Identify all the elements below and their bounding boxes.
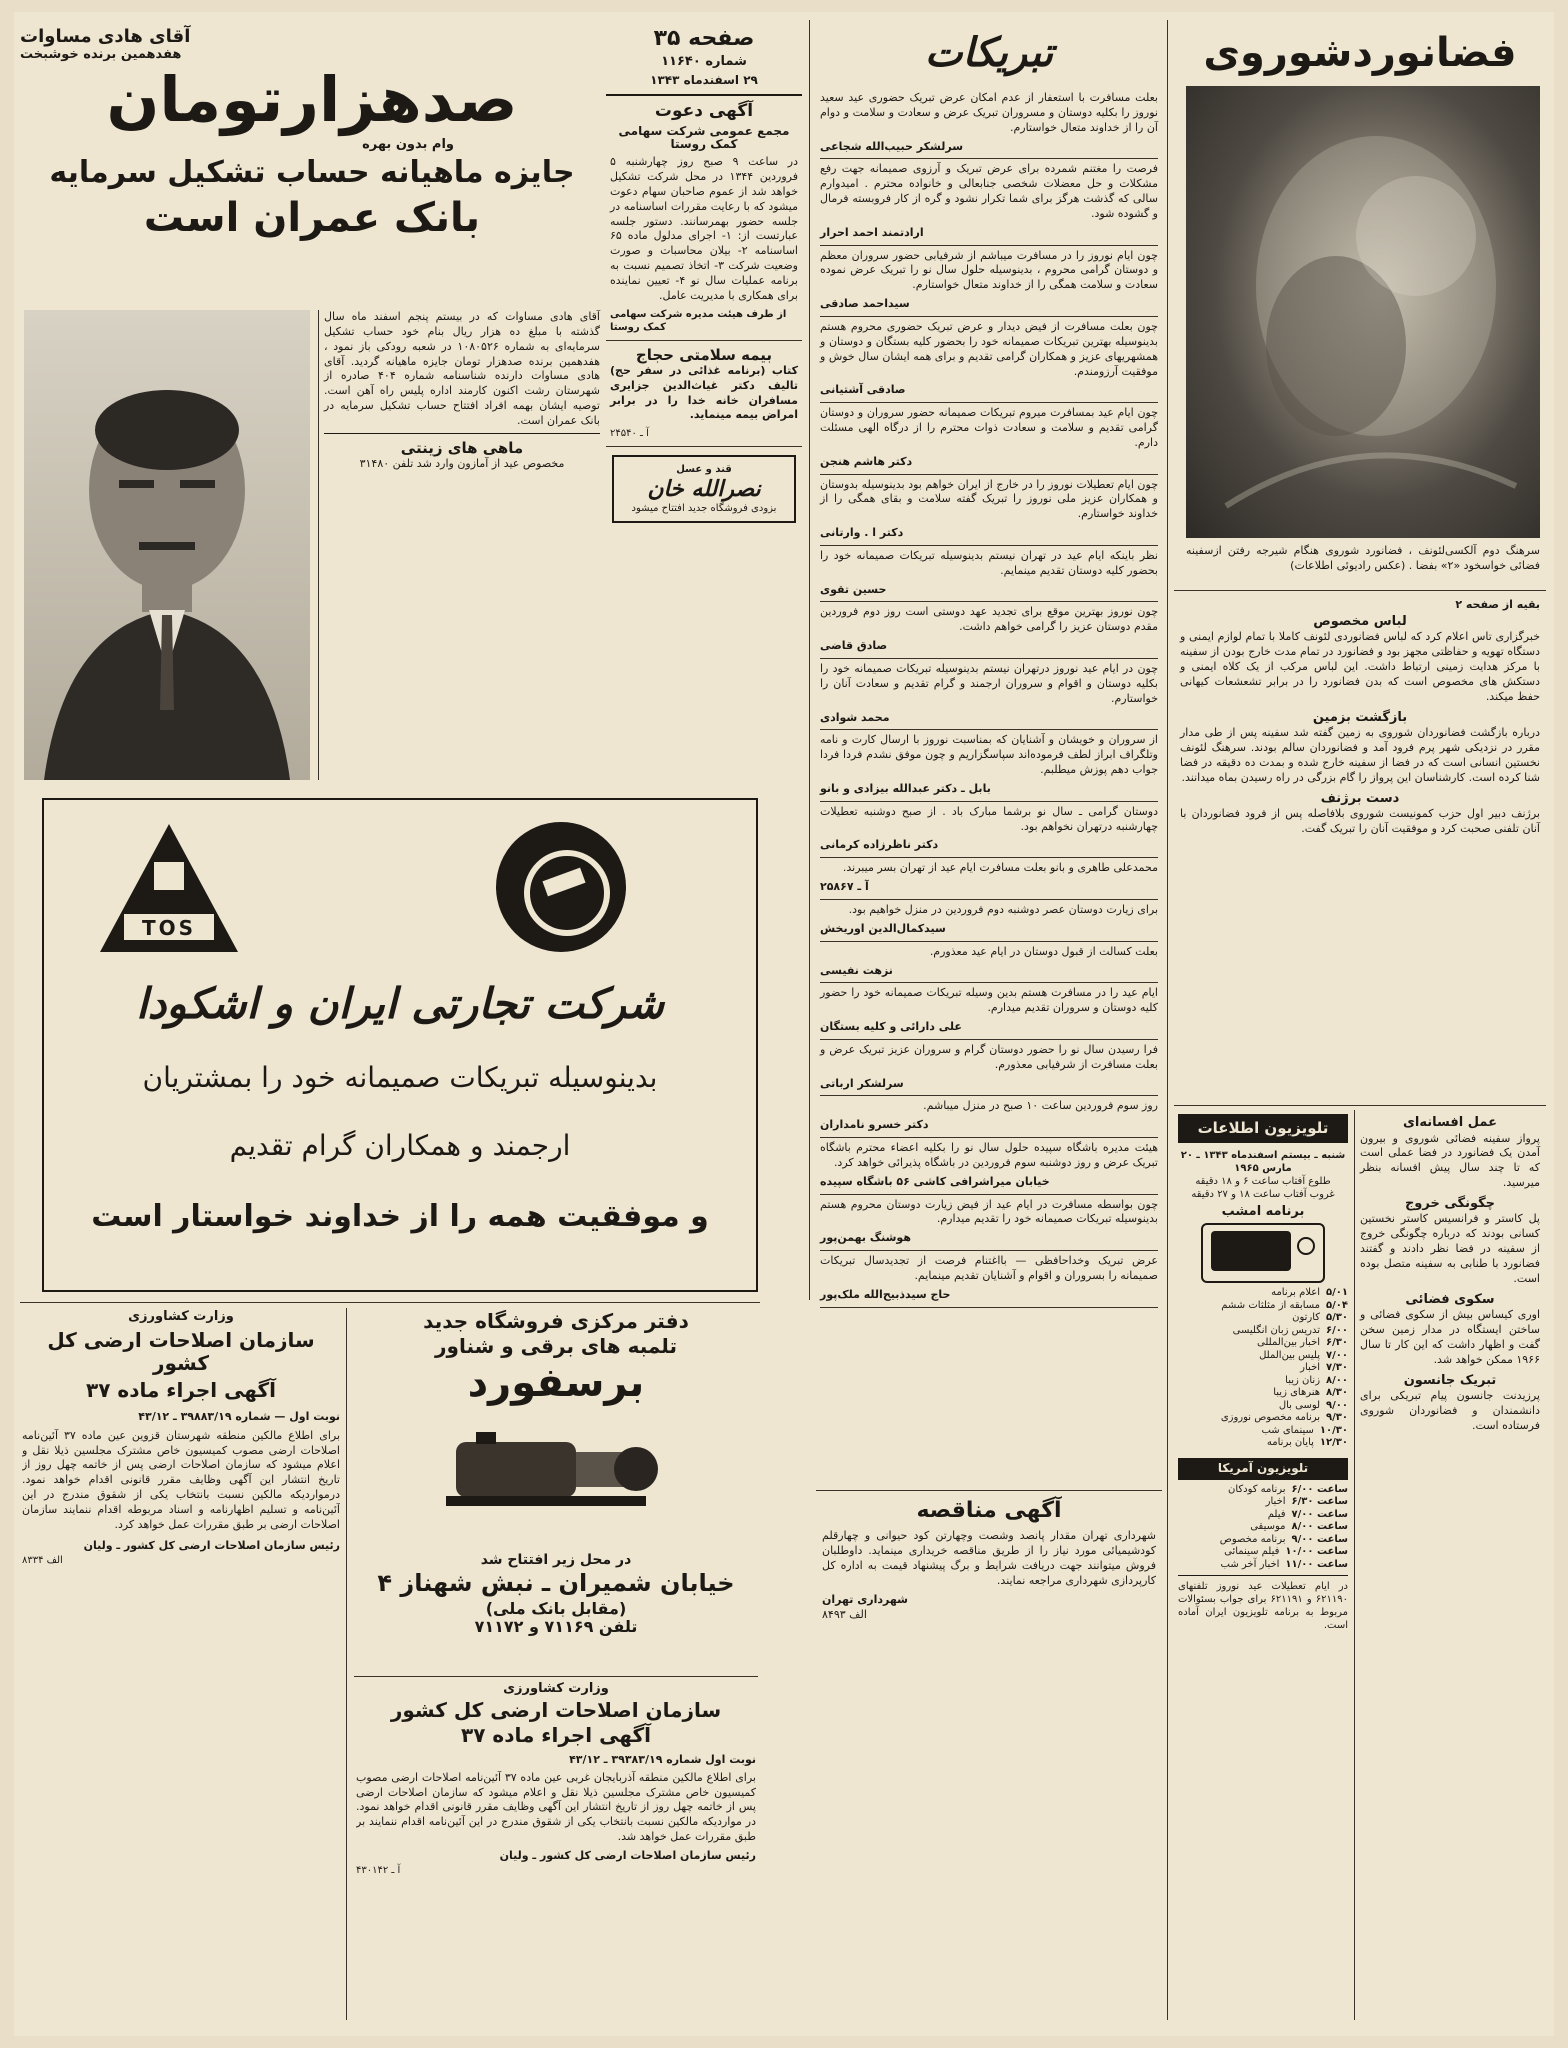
tv-show: اخبار آخر شب bbox=[1220, 1558, 1280, 1570]
tv-show: اخبار bbox=[1265, 1496, 1286, 1508]
tv-schedule-row bbox=[1178, 1437, 1348, 1450]
tv-show: زنان زیبا bbox=[1285, 1374, 1321, 1386]
skoda-line3: و موفقیت همه را از خداوند خواستار است bbox=[91, 1199, 709, 1234]
greeting-entry bbox=[820, 317, 1158, 403]
tv-show: موسیقی bbox=[1250, 1521, 1286, 1533]
tv-schedule-row bbox=[1178, 1300, 1348, 1313]
hajj-title: بیمه سلامتی حجاج bbox=[635, 345, 773, 364]
body-return: درباره بازگشت فضانوردان شوروی به زمین گفته شد سفینه پس از طی مدار مقرر در نزدیکی شهر پرم فرود آمد و فضانوردان سالم بودند. سرهنگ لئونف نخستین انسانی است که در فضا از سفینه خارج شده و بمدت ده دقیقه در فضا شنا کرده است. کارشناسان این پرواز را گام بزرگی در راه رسیدن بماه میدانند. bbox=[1180, 726, 1540, 784]
tv-time: ساعت ۱۰/۰۰ bbox=[1285, 1546, 1348, 1558]
tender-title: آگهی مناقصه bbox=[916, 1498, 1062, 1523]
pump-line2: تلمبه های برقی و شناور bbox=[435, 1334, 677, 1358]
tv-time: ۸/۳۰ bbox=[1326, 1387, 1348, 1399]
tv-schedule-row bbox=[1178, 1337, 1348, 1350]
greeting-text: هیئت مدیره باشگاه سپیده حلول سال نو را بکلیه اعضاء محترم باشگاه تبریک عرض و روز دوشنبه سوم فروردین در باشگاه پذیرائی خواهد کرد. bbox=[820, 1141, 1158, 1169]
tv-schedule-row bbox=[1178, 1387, 1348, 1400]
greeting-entry bbox=[820, 659, 1158, 730]
subhead-suit: لباس مخصوص bbox=[1313, 613, 1407, 629]
tv-set-icon bbox=[1201, 1223, 1325, 1283]
winner-portrait bbox=[24, 310, 310, 780]
tv-guide bbox=[1178, 1114, 1348, 1632]
bakery-tagline: بزودی فروشگاه جدید افتتاح میشود bbox=[631, 503, 777, 515]
greeting-text: چون بعلت مسافرت از فیض دیدار و عرض تبریک حضوری محروم هستم بدینوسیله بهترین تبریکات صمیمانه خود را بحضور کلیه بستگان و دوستان و همشهریهای عزیز و همکاران گرامی تقدیم و برای همه ایشان سال خوش و موفقیت آرزومندم. bbox=[820, 319, 1158, 378]
lr1-title: آگهی اجراء ماده ۳۷ bbox=[86, 1377, 276, 1402]
invitation-sign: از طرف هیئت مدیره شرکت سهامی کمک روستا bbox=[610, 308, 787, 333]
tv-show: برنامه کودکان bbox=[1227, 1483, 1286, 1495]
greeting-entry bbox=[820, 159, 1158, 245]
body-exit: پل کاستر و فرانسیس کاستر نخستین کسانی بودند که درباره چگونگی خروج از سفینه در فضا نظر دادند و گفتند فضانورد با طنابی به سفینه متصل بوده است. bbox=[1360, 1212, 1540, 1285]
lr2-org: سازمان اصلاحات ارضی کل کشور bbox=[390, 1697, 722, 1722]
bank-body: آقای هادی مساوات که در بیستم پنجم اسفند ماه سال گذشته با مبلغ ده هزار ریال بنام خود حساب تشکیل سرمایه‌ای به شماره ۱۰۸۰۵۲۶ در شعبه رودکی باز نمود ، هفدهمین برنده صدهزار تومان جایزه ماهیانه گردید. آقای هادی مساوات دارنده شناسنامه شماره ۴۰۴ صادره از شهرستان رشت اکنون کارمند اداره پلیس راه آهن است. توصیه ایشان بهمه افراد افتتاح حساب تشکیل سرمایه در بانک عمران است. bbox=[324, 310, 601, 427]
greeting-sign: سیدکمال‌الدین اوریخش bbox=[820, 921, 946, 935]
greeting-sign: حسین تقوی bbox=[820, 582, 887, 596]
tv-sunrise: طلوع آفتاب ساعت ۶ و ۱۸ دقیقه bbox=[1195, 1176, 1331, 1188]
tv-schedule-row bbox=[1178, 1534, 1348, 1547]
bank-subkicker: هفدهمین برنده خوشبخت bbox=[20, 47, 182, 62]
tv-show: برنامه مخصوص bbox=[1219, 1533, 1286, 1545]
greeting-sign: دکتر ناظرزاده کرمانی bbox=[820, 838, 939, 852]
tv-time: ۹/۰۰ bbox=[1326, 1399, 1348, 1411]
tender-number: الف ۸۴۹۳ bbox=[822, 1607, 867, 1621]
tv-schedule-row bbox=[1178, 1362, 1348, 1375]
lr1-code: الف ۸۳۳۴ bbox=[22, 1554, 63, 1566]
greeting-text: ایام عید را در مسافرت هستم بدین وسیله تبریکات صمیمانه خود را حضور کلیه دوستان و سروران تقدیم میدارم. bbox=[820, 986, 1158, 1015]
subhead-legend: عمل افسانه‌ای bbox=[1403, 1115, 1497, 1130]
body-legend: پرواز سفینه فضائی شوروی و بیرون آمدن یک فضانورد در فضا عملی است که تا چند سال پیش افسانه بنظر میرسید. bbox=[1360, 1131, 1540, 1190]
tv-time: ۱۲/۳۰ bbox=[1319, 1437, 1348, 1449]
bank-ad bbox=[20, 20, 604, 790]
bank-small-line: وام بدون بهره bbox=[362, 137, 454, 153]
tv-show: لوسی بال bbox=[1278, 1399, 1321, 1411]
tv-show: هنرهای زیبا bbox=[1273, 1387, 1321, 1399]
tv-show: پایان برنامه bbox=[1266, 1437, 1314, 1449]
skoda-company: شرکت تجارتی ایران و اشکودا bbox=[135, 979, 665, 1028]
tv-show: برنامه مخصوص نوروزی bbox=[1220, 1412, 1321, 1424]
tv-schedule-row bbox=[1178, 1496, 1348, 1509]
tv-program-title: برنامه امشب bbox=[1221, 1204, 1305, 1220]
tv-time: ساعت ۶/۳۰ bbox=[1291, 1496, 1348, 1508]
greetings-title: تبریکات bbox=[924, 29, 1054, 76]
greeting-entry bbox=[820, 403, 1158, 474]
tender-notice bbox=[822, 1498, 1156, 1622]
tv-title-banner: تلویزیون اطلاعات bbox=[1178, 1114, 1348, 1143]
continued-from-label: بقیه از صفحه ۲ bbox=[1455, 598, 1540, 611]
tv-show: مسابقه از مثلثات ششم bbox=[1221, 1299, 1321, 1311]
greeting-sign: صادق قاضی bbox=[820, 639, 888, 653]
greeting-entry bbox=[820, 602, 1158, 659]
greeting-entry bbox=[820, 983, 1158, 1040]
tv-schedule-row bbox=[1178, 1325, 1348, 1338]
greeting-entry bbox=[820, 1096, 1158, 1138]
greetings-column bbox=[816, 20, 1162, 2020]
invitation-subtitle: مجمع عمومی شرکت سهامی کمک روستا bbox=[618, 123, 790, 152]
greeting-entry bbox=[820, 246, 1158, 317]
greeting-sign: محمد شوادی bbox=[820, 710, 890, 724]
pump-brand: برسفورد bbox=[467, 1360, 645, 1406]
land-reform-notice-1 bbox=[22, 1310, 340, 2020]
tos-logo bbox=[94, 818, 244, 958]
greetings-list bbox=[816, 88, 1162, 1308]
bank-kicker: آقای هادی مساوات bbox=[20, 26, 191, 47]
pump-phone: تلفن ۷۱۱۶۹ و ۷۱۱۷۲ bbox=[474, 1617, 638, 1637]
greeting-text: از سروران و خویشان و آشنایان که بمناسبت نوروز با ارسال کارت و نامه وتلگراف ابراز لطف فرموده‌اند سپاسگزاریم و چون موفق نشدم فردا فردا جواب دهم پوزش میطلبم. bbox=[820, 733, 1158, 777]
pump-line3: در محل زیر افتتاح شد bbox=[480, 1552, 632, 1568]
pump-address: خیابان شمیران ـ نبش شهناز ۴ bbox=[377, 1569, 735, 1598]
tv-show: فیلم سینمائی bbox=[1224, 1546, 1280, 1558]
greeting-sign: دکتر ا . وارتانی bbox=[820, 526, 904, 540]
lr1-ministry: وزارت کشاورزی bbox=[128, 1310, 234, 1324]
lr2-meta: نوبت اول شماره ۳۹۳۸۳/۱۹ ـ ۴۳/۱۲ bbox=[569, 1752, 756, 1766]
tender-sign: شهرداری تهران bbox=[822, 1592, 908, 1606]
subhead-brezhnev: دست برژنف bbox=[1320, 790, 1400, 806]
tv-schedule-row bbox=[1178, 1509, 1348, 1522]
center-column bbox=[606, 20, 802, 790]
greeting-entry bbox=[820, 1195, 1158, 1252]
greeting-entry bbox=[820, 942, 1158, 984]
tv-time: ساعت ۶/۰۰ bbox=[1291, 1483, 1348, 1495]
greeting-sign: نزهت نفیسی bbox=[820, 963, 893, 977]
hajj-body: کتاب (برنامه غذائی در سفر حج) تالیف دکتر غیاث‌الدین جزایری مسافران خانه خدا را در برابر امراض بیمه مینماید. bbox=[610, 363, 798, 422]
issue-date: ۲۹ اسفندماه ۱۳۴۳ bbox=[650, 73, 758, 88]
greeting-text: بعلت مسافرت با استعفار از عدم امکان عرض تبریک حضوری عید سعید نوروز را بکلیه دوستان و مسروران تبریک عرض و سعادت و سلامت و دوام آن را از خداوند متعال خواستارم. bbox=[820, 91, 1158, 134]
bank-big-headline: صدهزارتومان bbox=[106, 63, 518, 136]
lr1-org: سازمان اصلاحات ارضی کل کشور bbox=[47, 1327, 315, 1375]
tv-time: ۵/۰۱ bbox=[1326, 1287, 1348, 1299]
greeting-entry bbox=[820, 1138, 1158, 1195]
greeting-text: روز سوم فروردین ساعت ۱۰ صبح در منزل میباشم. bbox=[923, 1099, 1158, 1113]
tv-time: ۷/۰۰ bbox=[1326, 1349, 1348, 1361]
tv-time: ساعت ۹/۰۰ bbox=[1291, 1533, 1348, 1545]
tv-schedule-row bbox=[1178, 1375, 1348, 1388]
greeting-text: بعلت کسالت از قبول دوستان در ایام عید معذورم. bbox=[929, 944, 1158, 958]
greeting-sign: سرلشکر حبیب‌الله شجاعی bbox=[820, 139, 964, 153]
bank-headline-3: بانک عمران است bbox=[143, 194, 481, 241]
greeting-entry bbox=[820, 802, 1158, 859]
tender-body: شهرداری تهران مقدار پانصد وشصت وچهارتن کود حیوانی و چهارقلم کودشیمیائی مورد نیاز را از طریق مناقصه خریداری مینماید. داوطلبان فروش میتوانند جهت دریافت شرایط و برگ پیشنهاد قیمت به اداره کل کارپردازی شهرداری مراجعه نمایند. bbox=[822, 1529, 1156, 1587]
bakery-brand: نصرالله خان bbox=[647, 476, 761, 503]
spacewalk-photo bbox=[1186, 86, 1540, 538]
tv-show: فیلم bbox=[1267, 1508, 1286, 1520]
tv-schedule-row bbox=[1178, 1400, 1348, 1413]
skoda-line2: ارجمند و همکاران گرام تقدیم bbox=[229, 1129, 571, 1162]
portrait-figure-icon bbox=[24, 310, 310, 780]
greeting-entry bbox=[820, 546, 1158, 603]
greeting-sign: ارادتمند احمد احرار bbox=[820, 225, 924, 239]
photo-caption: سرهنگ دوم آلکسی‌لئونف ، فضانورد شوروی هنگام شیرجه رفتن ازسفینه فضائی خواسخود «۲» بفضا . (عکس رادیوئی اطلاعات) bbox=[1186, 544, 1540, 572]
tos-label: TOS bbox=[141, 916, 197, 940]
tv-schedule bbox=[1178, 1287, 1348, 1450]
tv-footer-note: در ایام تعطیلات عید نوروز تلفنهای ۶۲۱۱۹۰ و ۶۲۱۱۹۱ برای جواب بسئوالات مربوط به برنامه تلویزیون ایران آماده است. bbox=[1178, 1581, 1349, 1632]
skoda-logo-icon bbox=[496, 822, 626, 952]
page-label: صفحه ۳۵ bbox=[653, 26, 755, 51]
invitation-notice bbox=[606, 96, 802, 341]
lr2-code: آ ـ ۴۳۰۱۴۲ bbox=[356, 1864, 401, 1876]
subhead-exit: چگونگی خروج bbox=[1404, 1195, 1496, 1211]
pump-line1: دفتر مرکزی فروشگاه جدید bbox=[423, 1310, 689, 1333]
tv-show: تدریس زبان انگلیسی bbox=[1232, 1324, 1321, 1336]
tv-show: پلیس بین‌الملل bbox=[1259, 1349, 1321, 1361]
tv-time: ۸/۰۰ bbox=[1326, 1374, 1348, 1386]
greeting-entry bbox=[820, 1040, 1158, 1097]
tv-schedule-row bbox=[1178, 1546, 1348, 1559]
body-platform: اوری کیساس بیش از سکوی فضائی و ساختن ایستگاه در مدار زمین سخن گفت و اظهار داشت که این کار تا سال ۱۹۶۶ ممکن خواهد شد. bbox=[1360, 1308, 1540, 1366]
invitation-title: آگهی دعوت bbox=[654, 101, 754, 122]
issue-number: شماره ۱۱۶۴۰ bbox=[661, 54, 747, 70]
body-brezhnev: برژنف دبیر اول حزب کمونیست شوروی بلافاصله پس از فرود فضانوردان با آنان تلفنی صحبت کرد و موفقیت آنان را تبریک گفت. bbox=[1180, 807, 1540, 835]
greeting-text: چون بواسطه مسافرت در ایام عید از فیض زیارت دوستان محروم هستم بدینوسیله تبریکات صمیمانه خود را تقدیم میدارم. bbox=[820, 1197, 1158, 1226]
tv-time: ۷/۳۰ bbox=[1326, 1362, 1348, 1374]
bakery-title: قند و عسل bbox=[676, 464, 732, 476]
greeting-sign: صادقی آشتیانی bbox=[820, 383, 906, 397]
fish-ad-body: مخصوص عید از آمازون وارد شد تلفن ۳۱۴۸۰ bbox=[359, 457, 565, 470]
fish-ad-title: ماهی های زینتی bbox=[400, 438, 524, 457]
body-suit: خبرگزاری تاس اعلام کرد که لباس فضانوردی لئونف کاملا با تمام لوازم ایمنی و دستگاه تهویه و حفاظتی مجهز بود و فضانورد در تمام مدت خارج بودن از سفینه با مرکز هدایت زمینی ارتباط داشت. این لباس مرکب از یک کلاه ایمنی و دستکش های مخصوص است که بدن فضانورد را در برابر تشعشعات کیهانی حفظ میکند. bbox=[1180, 630, 1540, 703]
tv-sunset: غروب آفتاب ساعت ۱۸ و ۲۷ دقیقه bbox=[1191, 1189, 1335, 1201]
tv-time: ساعت ۸/۰۰ bbox=[1291, 1521, 1348, 1533]
tv-time: ساعت ۱۱/۰۰ bbox=[1285, 1558, 1348, 1570]
greeting-text: چون ایام نوروز را در مسافرت میباشم از شرفیابی حضور سروران معظم و دوستان گرامی محروم ، بدینوسیله حلول سال نو را تبریک عرض نموده سعادت و سلامت همگی را از خداوند متعال خواستارم. bbox=[820, 248, 1158, 292]
tv-schedule-row bbox=[1178, 1412, 1348, 1425]
greeting-sign: دکتر هاشم هنجن bbox=[820, 454, 913, 468]
greeting-entry bbox=[820, 475, 1158, 546]
space-column bbox=[1174, 20, 1546, 2020]
greeting-sign: بابل ـ دکتر عبدالله بیزادی و بانو bbox=[820, 781, 991, 795]
masthead-box bbox=[606, 20, 802, 96]
greeting-text: نظر باینکه ایام عید در تهران نیستم بدینوسیله تبریکات صمیمانه خود را بحضور کلیه دوستان تقدیم مینمایم. bbox=[820, 548, 1158, 577]
lr2-ministry: وزارت کشاورزی bbox=[503, 1682, 609, 1696]
greeting-text: چون نوروز بهترین موقع برای تجدید عهد دوستی است روز دوم فروردین مقدم دوستان عزیز را گرامی خواهم داشت. bbox=[820, 605, 1158, 634]
photo-texture-icon bbox=[1186, 86, 1540, 538]
subhead-johnson: تبریک جانسون bbox=[1403, 1372, 1497, 1388]
tv-show: سینمای شب bbox=[1261, 1424, 1314, 1436]
greeting-entry bbox=[820, 1251, 1158, 1308]
subhead-return: بازگشت بزمین bbox=[1312, 709, 1408, 725]
skoda-ad bbox=[42, 798, 758, 1292]
lr2-body: برای اطلاع مالکین منطقه آذربایجان غربی عین ماده ۳۷ آئین‌نامه اصلاحات ارضی مصوب کمیسیون خاص مشترک مجلسین ذیلا نقل و اعلام میشود که سازمان اصلاحات ارضی پس از خاتمه چهل روز از تاریخ انتشار این آگهی وظایف مقرر قانونی اقدام خواهد نمود. در مواردیکه مالکین نسبت بانتخاب یکی از شقوق مندرج در این آئین‌نامه اقدام ننمایند بر طبق مقررات عمل خواهد شد. bbox=[356, 1770, 756, 1844]
tv-time: ۵/۳۰ bbox=[1326, 1312, 1348, 1324]
hajj-ad bbox=[606, 341, 802, 448]
tv-show: اعلام برنامه bbox=[1271, 1287, 1321, 1299]
tv-time: ۵/۰۴ bbox=[1326, 1299, 1348, 1311]
greeting-text: دوستان گرامی ـ سال نو برشما مبارک باد . از صبح دوشنبه تعطیلات چهارشنبه درتهران نخواهم بود. bbox=[820, 804, 1158, 833]
greeting-sign: علی دارائی و کلیه بستگان bbox=[820, 1020, 962, 1034]
pump-ad bbox=[354, 1310, 758, 1550]
tv-show: اخبار بین‌المللی bbox=[1257, 1337, 1321, 1349]
lr2-title: آگهی اجراء ماده ۳۷ bbox=[461, 1722, 651, 1747]
greeting-sign: سیداحمد صادقی bbox=[820, 297, 910, 311]
greeting-sign: دکتر خسرو نامداران bbox=[820, 1118, 929, 1132]
lr1-body: برای اطلاع مالکین منطقه شهرستان قزوین عین ماده ۳۷ آئین‌نامه اصلاحات ارضی مصوب کمیسیون خاص مشترک مجلسین ذیلا نقل و اعلام میشود که سازمان اصلاحات ارضی پس از خاتمه چهل روز از تاریخ انتشار این آگهی وظایف مقرر قانونی اقدام خواهد نمود. درمواردیکه مالکین نسبت بانتخاب یکی از شقوق مندرج در این آئین‌نامه و تسلیم اظهارنامه و اسناد مربوطه اقدام ننمایند سازمان اصلاحات ارضی بر طبق مقررات عمل خواهد کرد. bbox=[22, 1428, 340, 1531]
greeting-sign: آ ـ ۲۵۸۶۷ bbox=[820, 880, 869, 894]
tv-schedule-row bbox=[1178, 1425, 1348, 1438]
lr1-meta: نوبت اول — شماره ۳۹۸۸۳/۱۹ ـ ۴۳/۱۲ bbox=[138, 1409, 340, 1423]
greeting-text: فرا رسیدن سال نو را حضور دوستان گرام و سروران عزیز تبریک عرض و بعلت مسافرت از شرفیابی معذورم. bbox=[820, 1042, 1158, 1071]
land-reform-notice-2 bbox=[356, 1682, 756, 2020]
greeting-sign: هوشنگ بهمن‌پور bbox=[820, 1231, 911, 1245]
bank-headline-2: جایزه ماهیانه حساب تشکیل سرمایه bbox=[49, 155, 575, 191]
tv-show: اخبار bbox=[1300, 1362, 1321, 1374]
tv-time: ۶/۰۰ bbox=[1326, 1324, 1348, 1336]
tv-schedule-2 bbox=[1178, 1484, 1348, 1572]
tv-schedule-row bbox=[1178, 1521, 1348, 1534]
greeting-entry bbox=[820, 730, 1158, 801]
greeting-sign: حاج سیدذبیح‌الله ملک‌پور bbox=[820, 1287, 951, 1301]
greeting-text: محمدعلی طاهری و بانو بعلت مسافرت ایام عید از تهران بسر میبرند. bbox=[842, 861, 1158, 875]
tv-us-banner: تلویزیون آمریکا bbox=[1178, 1458, 1348, 1480]
greeting-text: فرصت را مغتنم شمرده برای عرض تبریک و آرزوی صمیمانه جهت رفع مشکلات و حل معضلات شخصی جنابعالی و خانواده محترم . امیدوارم سالی که گذشت هرگز برای شما تکرار نشود و گره از کار فروبسته فرمال و گشوده شود. bbox=[820, 162, 1158, 220]
greeting-text: برای زیارت دوستان عصر دوشنبه دوم فروردین در منزل خواهیم بود. bbox=[848, 902, 1158, 916]
tv-time: ۹/۳۰ bbox=[1326, 1412, 1348, 1424]
greeting-text: چون ایام عید بمسافرت میروم تبریکات صمیمانه حضور سروران و دوستان گرامی تقدیم و سلامت و سعادت ذوات محترم را از درگاه الهی مسئلت دارم. bbox=[820, 406, 1158, 449]
lr2-sign: رئیس سازمان اصلاحات ارضی کل کشور ـ ولیان bbox=[499, 1849, 756, 1862]
tv-date: شنبه ـ بیستم اسفندماه ۱۳۴۳ ـ ۲۰ مارس ۱۹۶۵ bbox=[1180, 1150, 1346, 1175]
tv-schedule-row bbox=[1178, 1312, 1348, 1325]
body-johnson: پرزیدنت جانسون پیام تبریکی برای دانشمندان و فضانوردان شوروی فرستاده است. bbox=[1360, 1389, 1540, 1432]
space-headline: فضانوردشوروی bbox=[1203, 30, 1517, 76]
greeting-text: چون در ایام عید نوروز درتهران نیستم بدینوسیله تبریکات صمیمانه خود را بکلیه دوستان و اقوام و سروران ارجمند و گرام تقدیم و سعادت آنان را خواستارم. bbox=[820, 662, 1158, 705]
greeting-entry bbox=[820, 88, 1158, 159]
tv-time: ساعت ۷/۰۰ bbox=[1291, 1508, 1348, 1520]
greeting-entry bbox=[820, 858, 1158, 900]
tv-schedule-row bbox=[1178, 1484, 1348, 1497]
invitation-body: در ساعت ۹ صبح روز چهارشنبه ۵ فروردین ۱۳۴۴ در محل شرکت تشکیل خواهد شد از عموم صاحبان سهام دعوت میشود که با رعایت مقررات اساسنامه در جلسه حضور بهمرسانند. دستور جلسه عبارتست از: ۱- اجرای مدلول ماده ۶۵ اساسنامه ۲- بیلان محاسبات و صورت وضعیت شرکت ۳- اتخاذ تصمیم نسبت به برنامه عملیات سال نو ۴- تعیین نماینده برای همکاری با مدیریت عامل. bbox=[610, 155, 798, 302]
greeting-entry bbox=[820, 900, 1158, 942]
greeting-text: چون ایام تعطیلات نوروز را در خارج از ایران خواهم بود بدینوسیله بدوستان و همکاران عزیز ملی نوروز را تبریک گفته سلامت و بقای همگی را از خداوند خواستارم. bbox=[820, 477, 1158, 521]
lr1-sign: رئیس سازمان اصلاحات ارضی کل کشور ـ ولیان bbox=[83, 1538, 340, 1552]
newspaper-page bbox=[14, 12, 1554, 2036]
greeting-sign: سرلشکر ارباتی bbox=[820, 1076, 904, 1090]
tv-schedule-row bbox=[1178, 1559, 1348, 1572]
tv-time: ۶/۳۰ bbox=[1326, 1337, 1348, 1349]
pump-address2: (مقابل بانک ملی) bbox=[485, 1598, 627, 1618]
pump-machine-icon bbox=[446, 1412, 666, 1512]
skoda-line1: بدینوسیله تبریکات صمیمانه خود را بمشتریان bbox=[142, 1061, 658, 1094]
subhead-platform: سکوی فضائی bbox=[1405, 1291, 1495, 1307]
pump-ad-address bbox=[354, 1552, 758, 1672]
tv-time: ۱۰/۳۰ bbox=[1319, 1424, 1348, 1436]
hajj-code: آ ـ ۲۴۵۴۰ bbox=[610, 428, 649, 440]
greeting-text: عرض تبریک وخداحافظی — بااغتنام فرصت از تجدیدسال تبریکات صمیمانه را بسروران و اقوام و آشنایان تقدیم مینمایم. bbox=[820, 1254, 1158, 1282]
tv-schedule-row bbox=[1178, 1350, 1348, 1363]
tv-schedule-row bbox=[1178, 1287, 1348, 1300]
greeting-sign: خیابان میراشرافی کاشی ۵۶ باشگاه سپیده bbox=[820, 1174, 1050, 1188]
tv-show: کارتون bbox=[1292, 1312, 1321, 1324]
bakery-ad bbox=[612, 455, 796, 523]
